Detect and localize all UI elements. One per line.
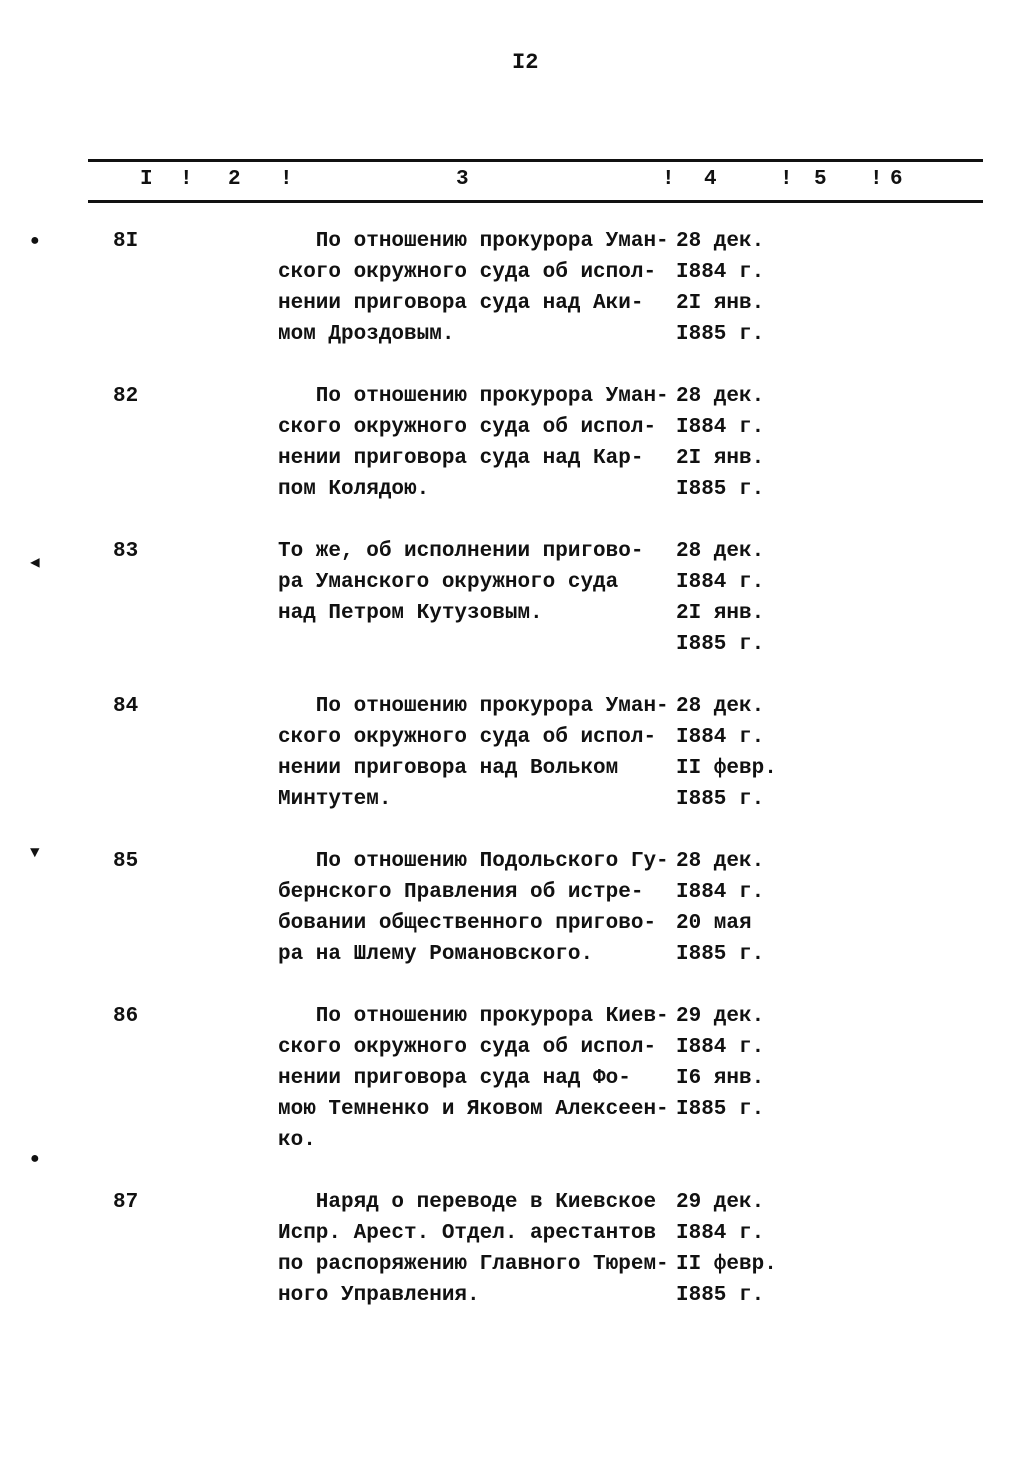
sep: ! bbox=[180, 168, 193, 191]
description-line: бернского Правления об истре- bbox=[278, 881, 644, 904]
date-line: I885 г. bbox=[676, 1284, 765, 1307]
punch-hole-mark: ▼ bbox=[30, 844, 40, 862]
description-line: бовании общественного пригово- bbox=[278, 912, 657, 935]
punch-hole-mark: ● bbox=[30, 1150, 40, 1168]
entry-number: 8I bbox=[113, 230, 139, 253]
description-line: ского окружного суда об испол- bbox=[278, 1036, 657, 1059]
sep: ! bbox=[662, 168, 675, 191]
entry-row bbox=[0, 1187, 1024, 1311]
entry-dates bbox=[676, 1187, 777, 1311]
date-line: 29 дек. bbox=[676, 1005, 765, 1028]
description-line: Минтутем. bbox=[278, 788, 392, 811]
date-line: I6 янв. bbox=[676, 1067, 765, 1090]
sep: ! bbox=[280, 168, 293, 191]
date-line: I884 г. bbox=[676, 416, 765, 439]
description-line: ра Уманского окружного суда bbox=[278, 571, 619, 594]
description-line: ского окружного суда об испол- bbox=[278, 261, 657, 284]
description-line: нении приговора суда над Фо- bbox=[278, 1067, 631, 1090]
entry-dates bbox=[676, 1001, 764, 1125]
description-line: ко. bbox=[278, 1129, 316, 1152]
date-line: 20 мая bbox=[676, 912, 752, 935]
description-line: нении приговора суда над Кар- bbox=[278, 447, 644, 470]
entry-number: 87 bbox=[113, 1191, 139, 1214]
date-line: I884 г. bbox=[676, 1222, 765, 1245]
entry-row bbox=[0, 536, 1024, 660]
date-line: I885 г. bbox=[676, 323, 765, 346]
date-line: 2I янв. bbox=[676, 602, 765, 625]
date-line: I885 г. bbox=[676, 478, 765, 501]
description-line: ского окружного суда об испол- bbox=[278, 416, 657, 439]
description-line: нении приговора суда над Аки- bbox=[278, 292, 644, 315]
entry-dates bbox=[676, 381, 764, 505]
date-line: 28 дек. bbox=[676, 540, 765, 563]
sep: ! bbox=[870, 168, 883, 191]
date-line: I885 г. bbox=[676, 1098, 765, 1121]
entry-row bbox=[0, 846, 1024, 970]
entry-number: 86 bbox=[113, 1005, 139, 1028]
description-line: То же, об исполнении пригово- bbox=[278, 540, 644, 563]
date-line: 29 дек. bbox=[676, 1191, 765, 1214]
punch-hole-mark: ● bbox=[30, 232, 40, 250]
date-line: 2I янв. bbox=[676, 447, 765, 470]
entry-dates bbox=[676, 226, 764, 350]
col-3: 3 bbox=[456, 168, 469, 191]
entry-dates bbox=[676, 846, 764, 970]
date-line: I884 г. bbox=[676, 261, 765, 284]
description-line: мою Темненко и Яковом Алексеен- bbox=[278, 1098, 669, 1121]
entry-row bbox=[0, 1001, 1024, 1156]
date-line: I884 г. bbox=[676, 881, 765, 904]
date-line: 28 дек. bbox=[676, 695, 765, 718]
date-line: 28 дек. bbox=[676, 385, 765, 408]
date-line: I884 г. bbox=[676, 1036, 765, 1059]
header-bottom-rule bbox=[88, 200, 983, 203]
description-line: По отношению прокурора Киев- bbox=[278, 1005, 669, 1028]
header-top-rule bbox=[88, 159, 983, 162]
date-line: I884 г. bbox=[676, 726, 765, 749]
sep: ! bbox=[780, 168, 793, 191]
description-line: нении приговора над Вольком bbox=[278, 757, 619, 780]
description-line: Испр. Арест. Отдел. арестантов bbox=[278, 1222, 657, 1245]
description-line: По отношению прокурора Уман- bbox=[278, 385, 669, 408]
entry-row bbox=[0, 381, 1024, 505]
entry-description bbox=[278, 226, 678, 350]
col-2: 2 bbox=[228, 168, 241, 191]
date-line: 28 дек. bbox=[676, 230, 765, 253]
entry-description bbox=[278, 1187, 678, 1311]
date-line: I885 г. bbox=[676, 788, 765, 811]
date-line: II февр. bbox=[676, 757, 777, 780]
entry-number: 85 bbox=[113, 850, 139, 873]
entry-number: 82 bbox=[113, 385, 139, 408]
date-line: I884 г. bbox=[676, 571, 765, 594]
entry-description bbox=[278, 381, 678, 505]
punch-hole-mark: ◀ bbox=[30, 554, 40, 572]
description-line: над Петром Кутузовым. bbox=[278, 602, 543, 625]
description-line: Наряд о переводе в Киевское bbox=[278, 1191, 657, 1214]
page-number: I2 bbox=[512, 50, 539, 75]
entry-row bbox=[0, 691, 1024, 815]
entry-row bbox=[0, 226, 1024, 350]
date-line: 28 дек. bbox=[676, 850, 765, 873]
entry-description bbox=[278, 1001, 678, 1156]
col-5: 5 bbox=[814, 168, 827, 191]
entry-number: 83 bbox=[113, 540, 139, 563]
description-line: пом Колядою. bbox=[278, 478, 430, 501]
description-line: по распоряжению Главного Тюрем- bbox=[278, 1253, 669, 1276]
description-line: ного Управления. bbox=[278, 1284, 480, 1307]
description-line: По отношению прокурора Уман- bbox=[278, 695, 669, 718]
description-line: По отношению прокурора Уман- bbox=[278, 230, 669, 253]
entry-dates bbox=[676, 536, 764, 660]
description-line: мом Дроздовым. bbox=[278, 323, 455, 346]
entry-description bbox=[278, 536, 678, 660]
entry-description bbox=[278, 846, 678, 970]
entry-number: 84 bbox=[113, 695, 139, 718]
entry-description bbox=[278, 691, 678, 815]
description-line: ского окружного суда об испол- bbox=[278, 726, 657, 749]
date-line: I885 г. bbox=[676, 633, 765, 656]
col-4: 4 bbox=[704, 168, 717, 191]
description-line: По отношению Подольского Гу- bbox=[278, 850, 669, 873]
description-line: ра на Шлему Романовского. bbox=[278, 943, 594, 966]
col-1: I bbox=[140, 168, 153, 191]
date-line: 2I янв. bbox=[676, 292, 765, 315]
date-line: II февр. bbox=[676, 1253, 777, 1276]
date-line: I885 г. bbox=[676, 943, 765, 966]
entry-dates bbox=[676, 691, 777, 815]
col-6: 6 bbox=[890, 168, 903, 191]
inventory-entries bbox=[0, 226, 1024, 1342]
